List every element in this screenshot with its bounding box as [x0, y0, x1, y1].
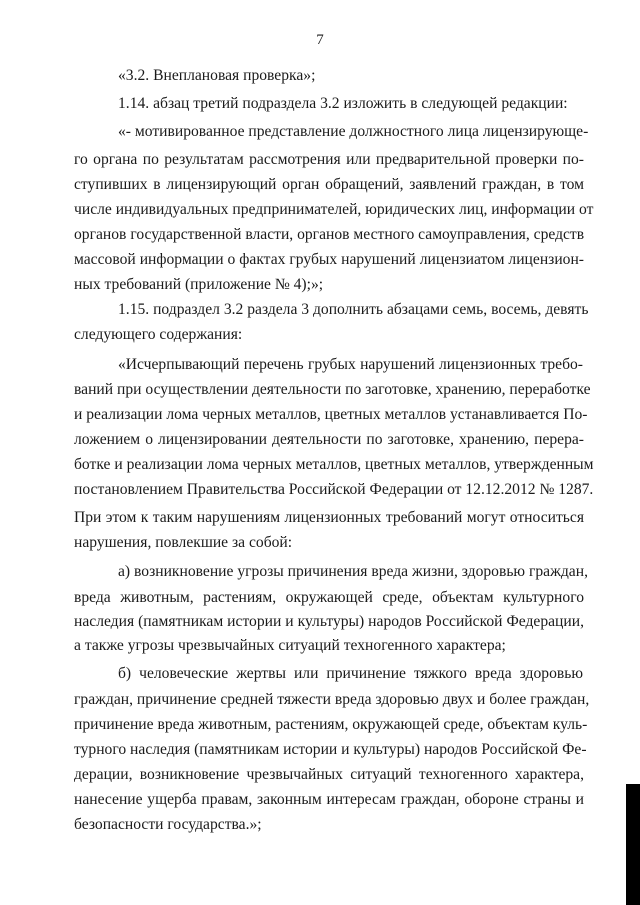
text-line: «- мотивированное представление должностного лица лицензирующе-: [118, 123, 589, 140]
text-line: нанесение ущерба правам, законным интересам граждан, обороне страны и: [74, 791, 584, 808]
text-line: числе индивидуальных предпринимателей, юридических лиц, информации от: [74, 201, 594, 218]
text-line: вреда животным, растениям, окружающей среде, объектам культурного: [74, 589, 584, 606]
text-line: турного наследия (памятникам истории и культуры) народов Российской Фе-: [74, 741, 587, 758]
text-line: нарушения, повлекшие за собой:: [74, 534, 293, 551]
text-line: дерации, возникновение чрезвычайных ситуаций техногенного характера,: [74, 766, 584, 783]
text-line: следующего содержания:: [74, 326, 243, 343]
text-line: органов государственной власти, органов местного самоуправления, средств: [74, 226, 585, 243]
text-line: ступивших в лицензирующий орган обращений, заявлений граждан, в том: [74, 176, 584, 193]
text-line: ботке и реализации лома черных металлов, цветных металлов, утвержденным: [74, 456, 594, 473]
text-line: и реализации лома черных металлов, цветных металлов устанавливается По-: [74, 406, 588, 423]
text-line: безопасности государства.»;: [74, 816, 262, 833]
text-line: а также угрозы чрезвычайных ситуаций техногенного характера;: [74, 637, 506, 654]
text-line: 1.14. абзац третий подраздела 3.2 изложить в следующей редакции:: [118, 95, 568, 112]
text-line: наследия (памятникам истории и культуры) народов Российской Федерации,: [74, 613, 584, 630]
text-line: «Исчерпывающий перечень грубых нарушений лицензионных требо-: [118, 356, 583, 373]
text-line: постановлением Правительства Российской Федерации от 12.12.2012 № 1287.: [74, 481, 594, 498]
text-line: а) возникновение угрозы причинения вреда жизни, здоровью граждан,: [118, 563, 588, 580]
text-line: б) человеческие жертвы или причинение тяжкого вреда здоровью: [118, 665, 583, 682]
text-line: массовой информации о фактах грубых нарушений лицензиатом лицензион-: [74, 251, 584, 268]
text-line: «3.2. Внеплановая проверка»;: [118, 67, 316, 84]
text-line: причинение вреда животным, растениям, окружающей среде, объектам куль-: [74, 716, 588, 733]
page-number: 7: [316, 32, 324, 48]
text-line: ложением о лицензировании деятельности по заготовке, хранению, перера-: [74, 431, 584, 448]
text-line: ваний при осуществлении деятельности по заготовке, хранению, переработке: [74, 381, 591, 398]
text-line: 1.15. подраздел 3.2 раздела 3 дополнить абзацами семь, восемь, девять: [118, 301, 589, 318]
text-line: го органа по результатам рассмотрения или предварительной проверки по-: [74, 151, 584, 168]
text-line: граждан, причинение средней тяжести вреда здоровью двух и более граждан,: [74, 691, 590, 708]
scan-edge-mark: [626, 784, 640, 905]
text-line: При этом к таким нарушениям лицензионных требований могут относиться: [74, 509, 584, 526]
text-line: ных требований (приложение № 4);»;: [74, 276, 324, 293]
